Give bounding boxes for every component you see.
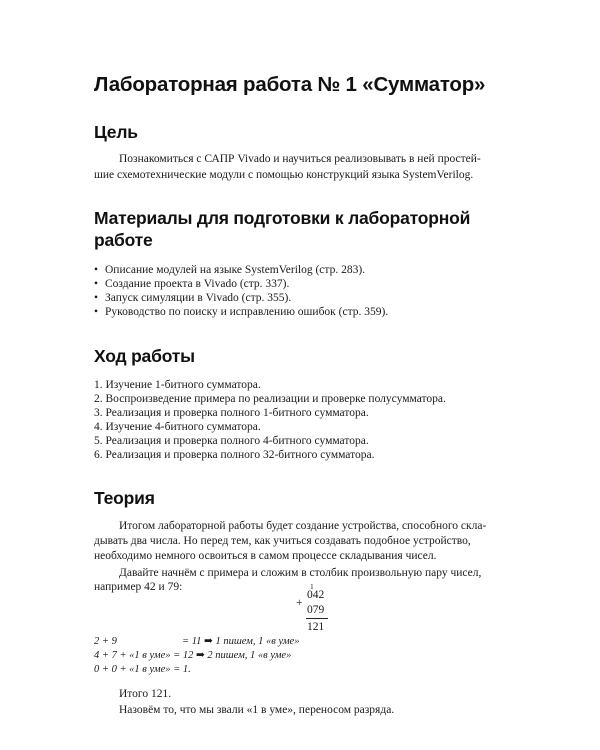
bullet-icon: •: [94, 278, 99, 290]
theory-line: Давайте начнём с примера и сложим в столбик произвольную пару чисел,: [119, 567, 482, 579]
operand-1: 042: [307, 589, 325, 601]
plus-sign: +: [296, 597, 303, 609]
total-line: Итого 121.: [119, 688, 172, 700]
workflow-heading: Ход работы: [94, 346, 195, 366]
bullet-icon: •: [94, 264, 99, 276]
materials-heading-line: работе: [94, 230, 153, 250]
bullet-icon: •: [94, 306, 99, 318]
page-title: Лабораторная работа № 1 «Сумматор»: [94, 73, 486, 96]
step-item: 1. Изучение 1-битного сумматора.: [94, 379, 261, 391]
list-item-text: Запуск симуляции в Vivado (стр. 355).: [105, 292, 292, 304]
theory-heading: Теория: [94, 488, 155, 508]
list-item-text: Описание модулей на языке SystemVerilog (стр. 283).: [105, 264, 366, 276]
worked-step-expr: 2 + 9: [94, 636, 117, 647]
list-item: [94, 305, 524, 319]
sum-rule: [306, 618, 328, 619]
goal-line: Познакомиться с САПР Vivado и научиться реализовывать в ней простей-: [119, 153, 481, 165]
operand-2: 079: [307, 604, 325, 616]
materials-heading-line: Материалы для подготовки к лабораторной: [94, 208, 471, 228]
carry-digit: 1: [310, 582, 314, 591]
goal-heading: Цель: [94, 122, 138, 142]
worked-step-expr: 0 + 0 + «1 в уме» = 1.: [94, 664, 191, 675]
list-item: [94, 291, 524, 305]
step-item: 5. Реализация и проверка полного 4-битного сумматора.: [94, 435, 369, 447]
bullet-icon: •: [94, 292, 99, 304]
theory-line: например 42 и 79:: [94, 581, 183, 593]
step-item: 6. Реализация и проверка полного 32-битного сумматора.: [94, 449, 375, 461]
sum-result: 121: [307, 621, 325, 633]
workflow-steps: [94, 378, 446, 462]
theory-line: Итогом лабораторной работы будет создание устройства, способного скла-: [119, 520, 487, 532]
materials-list: [94, 263, 524, 319]
step-item: 4. Изучение 4-битного сумматора.: [94, 421, 261, 433]
list-item: [94, 263, 524, 277]
theory-line: дывать два числа. Но перед тем, как учиться создавать подобное устройство,: [94, 535, 471, 547]
worked-step-expr: 4 + 7 + «1 в уме» = 12 ➡ 2 пишем, 1 «в уме»: [94, 650, 292, 661]
step-item: 2. Воспроизведение примера по реализации и проверке полусумматора.: [94, 393, 446, 405]
worked-step-result: = 11 ➡ 1 пишем, 1 «в уме»: [182, 636, 300, 647]
goal-line: шие схемотехнические модули с помощью конструкций языка SystemVerilog.: [94, 169, 474, 181]
closing-line: Назовём то, что мы звали «1 в уме», переносом разряда.: [119, 704, 395, 716]
list-item: [94, 277, 524, 291]
step-item: 3. Реализация и проверка полного 1-битного сумматора.: [94, 407, 369, 419]
theory-line: необходимо немного освоиться в самом процессе складывания чисел.: [94, 550, 437, 562]
list-item-text: Руководство по поиску и исправлению ошибок (стр. 359).: [105, 306, 389, 318]
list-item-text: Создание проекта в Vivado (стр. 337).: [105, 278, 290, 290]
